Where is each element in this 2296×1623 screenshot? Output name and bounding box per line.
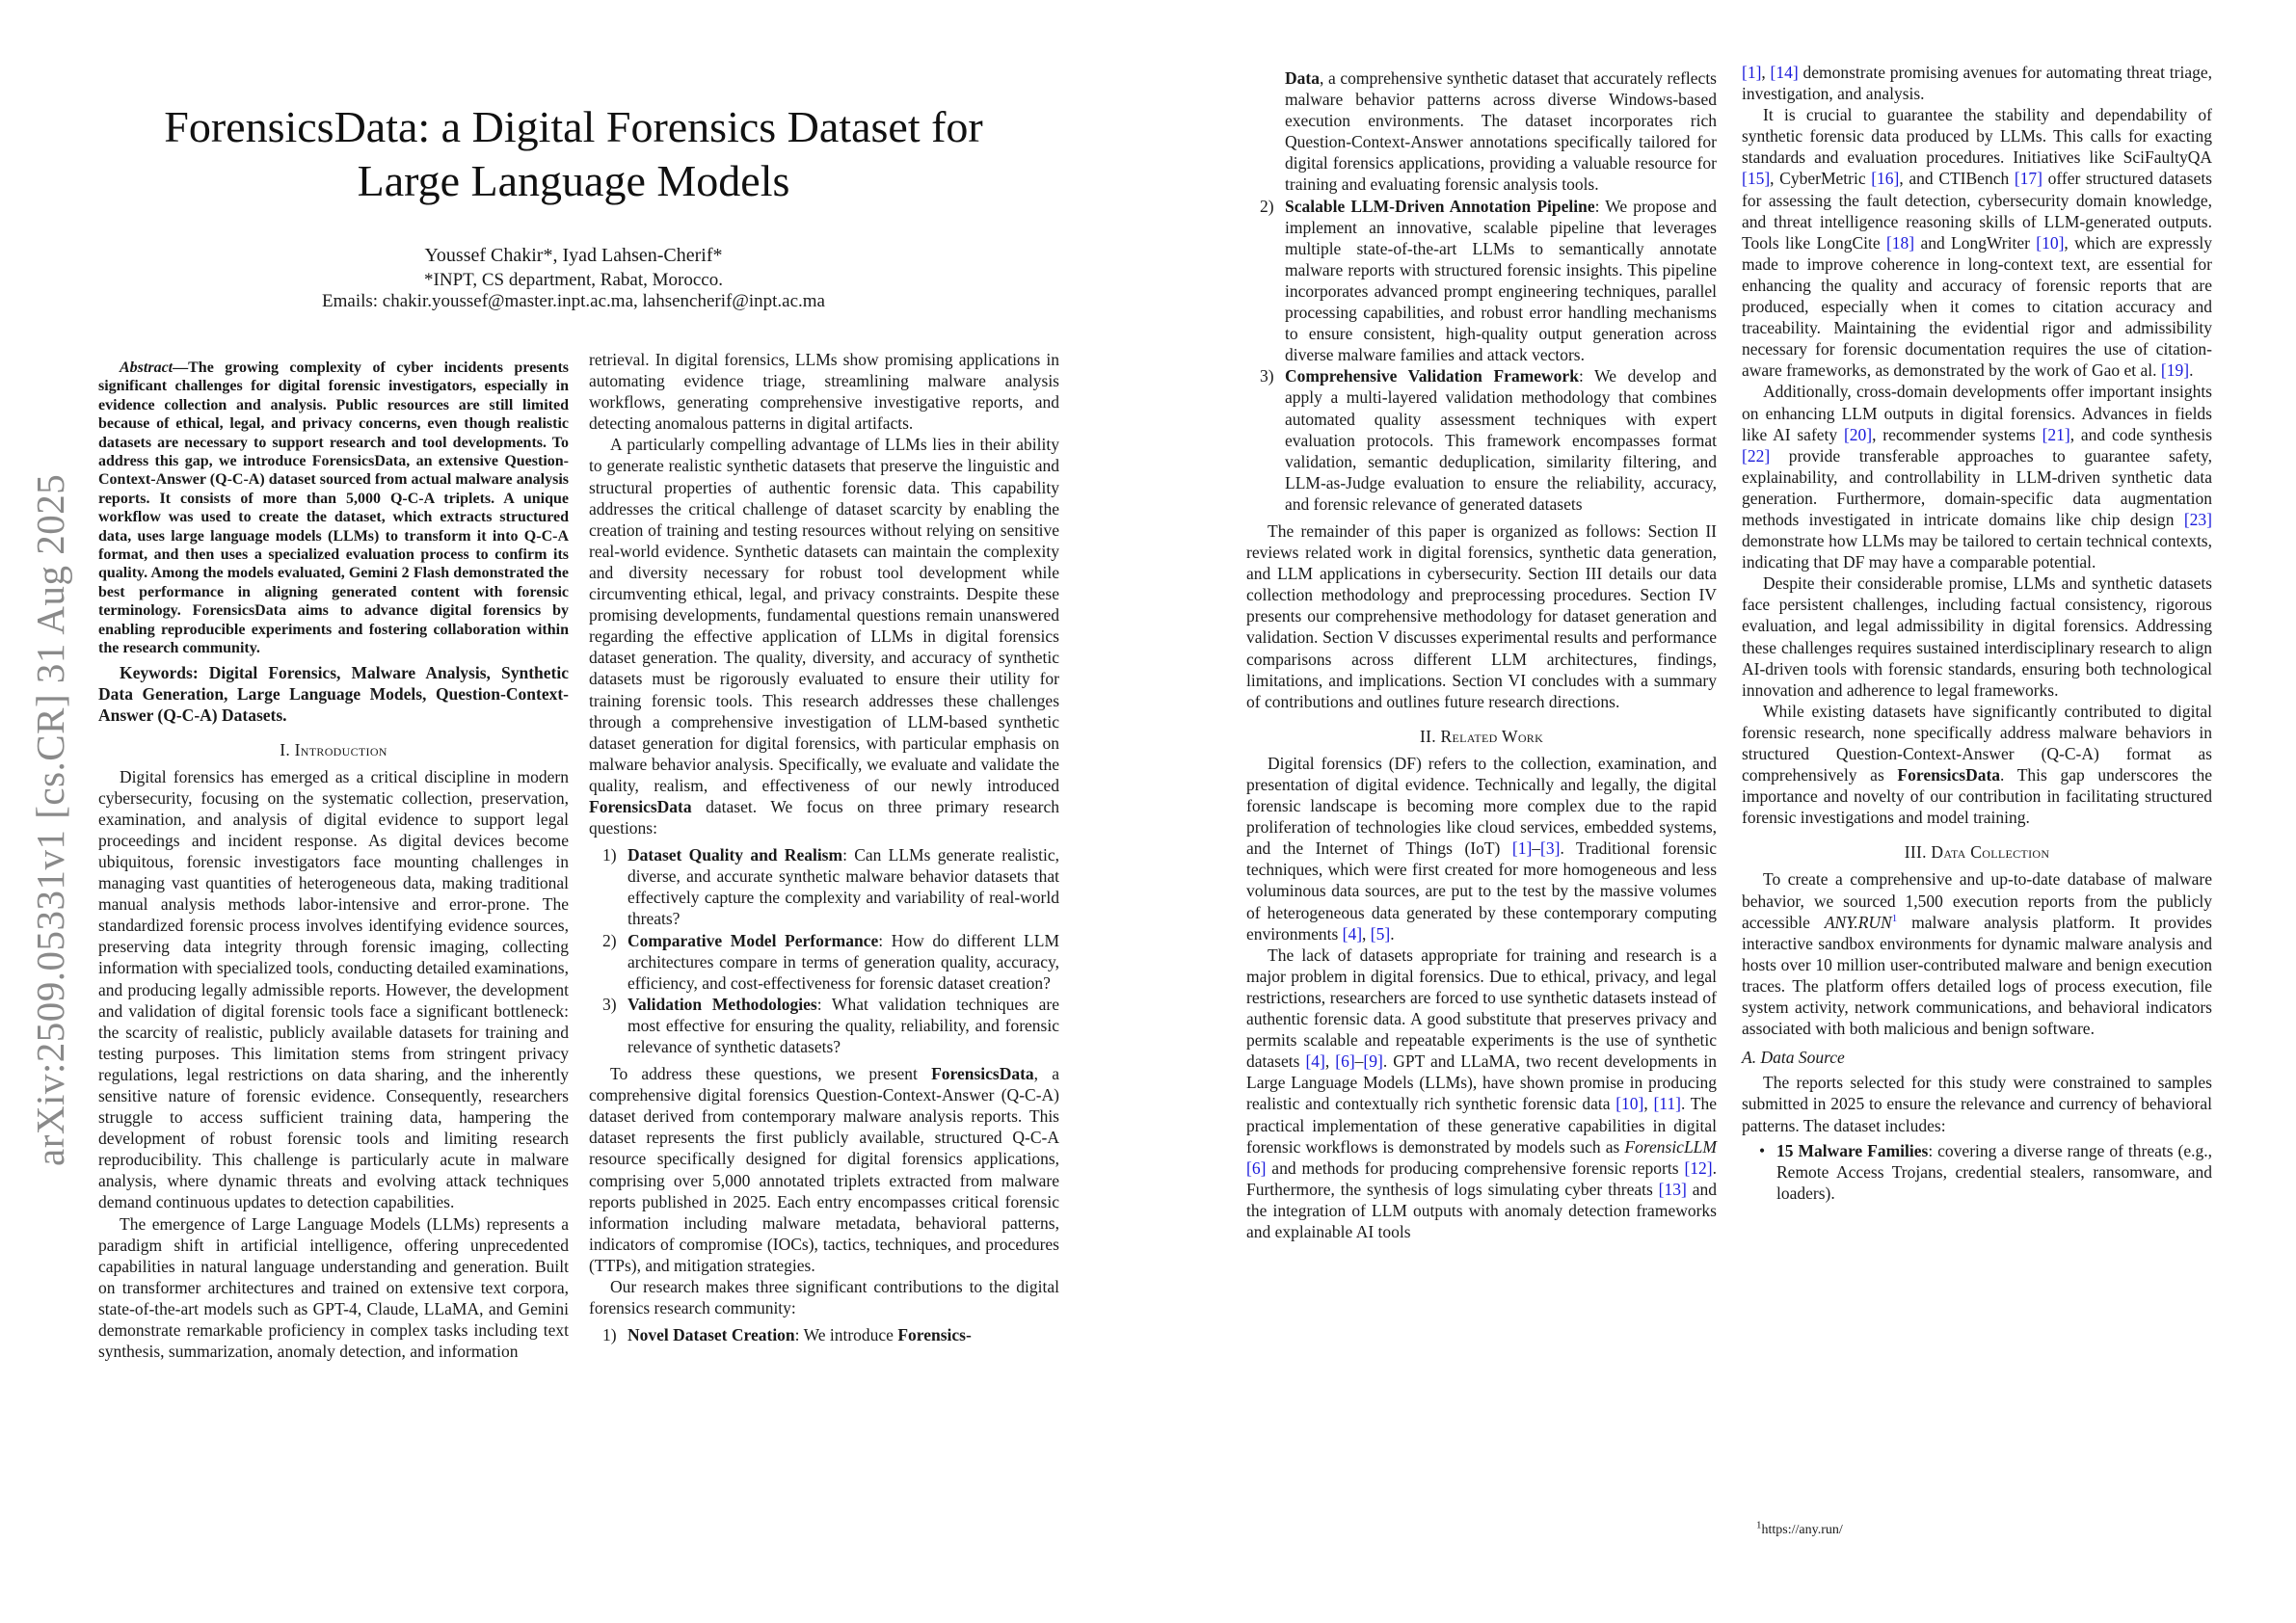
related-paragraph-4: Additionally, cross-domain developments offer important insights on enhancing LLM outputs in digital forensics. Advances in fields like AI safety [20], recommender systems [21], and code synthesis [22] provide transferable approaches to guarantee safety, explainability, and controllability in LLM-driven synthetic data generation. Furthermore, domain-specific data augmentation methods investigated in intricate domains like chip design [23] demonstrate how LLMs may be tailored to certain technical contexts, indicating that DF may have a comparable potential. (1742, 382, 2213, 572)
list-item: • 15 Malware Families: covering a diverse range of threats (e.g., Remote Access Trojans, credential stealers, ransomware, and loaders). (1759, 1140, 2212, 1203)
citation-link[interactable]: [1] (1742, 63, 1762, 82)
list-item: Data, a comprehensive synthetic dataset that accurately reflects malware behavior patterns across diverse Windows-based execution environments. The dataset incorporates rich Question-Context-Answer annotations specifically tailored for digital forensics applications, providing a valuable resource for training and evaluating forensic analysis tools. (1285, 68, 1717, 195)
related-paragraph-5: Despite their considerable promise, LLMs and synthetic datasets face persistent challenges, including factual consistency, rigorous evaluation, and legal admissibility in digital forensics. Addressing these challenges requires sustained interdisciplinary research to align AI-driven tools with forensic standards, ensuring both technological innovation and adherence to legal frameworks. (1742, 573, 2212, 700)
intro-paragraph-3: A particularly compelling advantage of LLMs lies in their ability to generate realistic synthetic datasets that preserve the linguistic and structural properties of authentic forensic data. This capability addresses the critical challenge of dataset scarcity by enabling the creation of training and testing resources without relying on sensitive real-world evidence. Synthetic datasets can maintain the complexity and diversity necessary for robust tool development while circumventing ethical, legal, and privacy constraints. Despite these promising developments, fundamental questions remain unanswered regarding the effective application of LLMs in digital forensics dataset generation. The quality, diversity, and accuracy of synthetic datasets must be rigorously evaluated to ensure their utility for training forensic tools. This research addresses these challenges through a comprehensive investigation of LLM-based synthetic dataset generation for digital forensics, with particular emphasis on malware behavior analysis. Specifically, we evaluate and validate the quality, realism, and effectiveness of our newly introduced ForensicsData dataset. We focus on three primary research questions: (589, 435, 1059, 838)
citation-link[interactable]: [4] (1305, 1051, 1325, 1072)
citation-link[interactable]: [5] (1370, 923, 1391, 944)
citation-link[interactable]: [11] (1653, 1094, 1681, 1114)
intro-paragraph-4: To address these questions, we present ForensicsData, a comprehensive digital forensics Question-Context-Answer (Q-C-A) dataset derived from contemporary malware analysis reports. This dataset represents the first publicly available, structured Q-C-A resource specifically designed for digital forensics applications, comprising over 5,000 annotated triplets extracted from malware reports published in 2025. Each entry encompasses critical forensic information including malware metadata, behavioral patterns, indicators of compromise (IOCs), tactics, techniques, and procedures (TTPs), and mitigation strategies. (589, 1064, 1059, 1275)
related-paragraph-6: While existing datasets have significantly contributed to digital forensic research, none specifically address malware behaviors in structured Question-Context-Answer (Q-C-A) format as comprehensively as ForensicsData. This gap underscores the importance and novelty of our contribution in facilitating structured forensic investigations and model training. (1742, 701, 2212, 828)
intro-paragraph-5: Our research makes three significant contributions to the digital forensics research community: (589, 1277, 1059, 1318)
citation-link[interactable]: [15] (1742, 169, 1771, 189)
abstract (98, 359, 569, 658)
citation-link[interactable]: [19] (2160, 360, 2190, 381)
list-item: 1) Dataset Quality and Realism: Can LLMs generate realistic, diverse, and accurate synthetic malware behavior datasets that effectively capture the complexity and variability of real-world threats? (602, 845, 1060, 929)
abstract-text: —The growing complexity of cyber incidents presents significant challenges for digital forensic investigators, especially in evidence collection and analysis. Public resources are still limited because of ethical, legal, and privacy concerns, even though realistic datasets are necessary to support research and tool developments. To address this gap, we introduce ForensicsData, an extensive Question-Context-Answer (Q-C-A) dataset sourced from actual malware analysis reports. It consists of more than 5,000 Q-C-A triplets. A unique workflow was used to create the dataset, which extracts structured data, uses large language models (LLMs) to transform it into Q-C-A format, and then uses a specialized evaluation process to confirm its quality. Among the models evaluated, Gemini 2 Flash demonstrated the best performance in aligning generated content with forensic terminology. ForensicsData aims to advance digital forensics by enabling reproducible experiments and fostering collaboration within the research community. (98, 359, 569, 657)
citation-link[interactable]: [22] (1742, 445, 1771, 466)
citation-link[interactable]: [1] (1511, 838, 1533, 859)
intro-paragraph-2-continued: retrieval. In digital forensics, LLMs show promising applications in automating evidence triage, streamlining malware analysis workflows, generating comprehensive investigative reports, and detecting anomalous patterns in digital artifacts. (589, 350, 1059, 434)
paper-title (96, 100, 1051, 208)
column-3 (1246, 62, 1717, 1242)
footnote-marker[interactable]: 1 (1891, 912, 1898, 924)
related-paragraph-2-continued: [1], [14] demonstrate promising avenues for automating threat triage, investigation, and analysis. (1742, 63, 2212, 104)
footnote (1756, 1519, 1843, 1538)
section-heading-data-collection: III. Data Collection (1904, 842, 2050, 863)
citation-link[interactable]: [13] (1658, 1179, 1687, 1199)
data-source-paragraph: The reports selected for this study were constrained to samples submitted in 2025 to ensure the relevance and currency of behavioral patterns. The dataset includes: (1742, 1073, 2212, 1135)
data-collection-paragraph-1: To create a comprehensive and up-to-date database of malware behavior, we sourced 1,500 execution reports from the publicly accessible ANY.RUN$^1$ malware analysis platform. It provides interactive sandbox environments for dynamic malware analysis and hosts over 10 million user-contributed malware and benign execution traces. The platform offers detailed logs of process execution, file system activity, network communications, and behavioral indicators associated with both malicious and benign software. (1742, 869, 2212, 1039)
contributions-list-start (589, 1324, 1059, 1345)
footnote-number: 1 (1756, 1519, 1762, 1531)
citation-link[interactable]: [4] (1342, 923, 1363, 944)
bullet-icon: • (1759, 1140, 1766, 1160)
section-heading-related-work: II. Related Work (1419, 726, 1544, 746)
footnote-url[interactable]: https://any.run/ (1761, 1523, 1843, 1537)
keywords: Keywords: Digital Forensics, Malware Analysis, Synthetic Data Generation, Large Language Models, Question-Context-Answer (Q-C-A) Datasets. (98, 662, 569, 725)
intro-paragraph-6: The remainder of this paper is organized as follows: Section II reviews related work in digital forensics, synthetic data generation, and LLM applications in cybersecurity. Section III details our data collection methodology and preprocessing procedures. Section IV presents our comprehensive methodology for dataset generation and validation. Section V discusses experimental results and performance comparisons across different LLM architectures, findings, limitations, and implications. Section VI concludes with a summary of contributions and outlines future research directions. (1246, 520, 1717, 711)
citation-link[interactable]: [23] (2183, 509, 2212, 529)
column-4 (1742, 62, 2212, 1208)
citation-link[interactable]: [9] (1363, 1051, 1383, 1072)
section-heading-introduction: I. Introduction (280, 739, 387, 759)
related-paragraph-1: Digital forensics (DF) refers to the collection, examination, and presentation of digital evidence. Technically and legally, the digital forensic landscape is becoming more complex due to the rapid proliferation of technologies like cloud services, embedded systems, and the Internet of Things (IoT) [1]–[3]. Traditional forensic techniques, which were first created for more homogeneous and less voluminous data sources, are put to the test by the massive volumes of heterogeneous data generated by these contemporary computing environments [4], [5]. (1246, 753, 1717, 944)
citation-link[interactable]: [20] (1843, 424, 1873, 444)
title-line-2: Large Language Models (357, 156, 790, 205)
list-item: 3) Comprehensive Validation Framework: We develop and apply a multi-layered validation methodology that combines automated quality assessment techniques with expert evaluation protocols. This framework encompasses format validation, semantic deduplication, similarity filtering, and LLM-as-Judge evaluation to ensure the reliability, accuracy, and forensic relevance of generated datasets (1260, 366, 1717, 514)
citation-link[interactable]: [3] (1540, 838, 1561, 859)
related-paragraph-3: It is crucial to guarantee the stability and dependability of synthetic forensic data produced by LLMs. This calls for exacting standards and evaluation procedures. Initiatives like SciFaultyQA [15], CyberMetric [16], and CTIBench [17] offer structured datasets for assessing the fault detection, cybersecurity domain knowledge, and threat intelligence reasoning skills of LLM-generated outputs. Tools like LongCite [18] and LongWriter [10], which are expressly made to improve coherence in long-context text, are essential for enhancing the quality and accuracy of forensic reports that are produced, especially when it comes to citation accuracy and traceability. Maintaining the evidential rigor and admissibility necessary for forensic documentation requires the use of citation-aware frameworks, as demonstrated by the work of Gao et al. [19]. (1742, 105, 2212, 381)
dataset-name: ForensicsData (589, 796, 692, 816)
affiliation: *INPT, CS department, Rabat, Morocco. (424, 270, 723, 290)
intro-paragraph-2: The emergence of Large Language Models (LLMs) represents a paradigm shift in artificial intelligence, offering unprecedented capabilities in natural language understanding and generation. Built on transformer architectures and trained on extensive text corpora, state-of-the-art models such as GPT-4, Claude, LLaMA, and Gemini demonstrate remarkable proficiency in complex tasks including text synthesis, summarization, anomaly detection, and information (98, 1213, 569, 1362)
citation-link[interactable]: [18] (1885, 232, 1915, 253)
column-2 (589, 349, 1059, 1351)
subsection-heading-data-source: A. Data Source (1742, 1048, 1845, 1068)
author-names: Youssef Chakir*, Iyad Lahsen-Cherif* (424, 245, 723, 266)
citation-link[interactable]: [6] (1335, 1051, 1355, 1072)
contributions-list (1246, 67, 1717, 515)
dataset-includes-list (1742, 1140, 2212, 1204)
citation-link[interactable]: [21] (2042, 424, 2070, 444)
column-1 (98, 359, 569, 1362)
list-item: 2) Comparative Model Performance: How do different LLM architectures compare in terms of generation quality, accuracy, efficiency, and cost-effectiveness for forensic dataset creation? (602, 930, 1059, 993)
citation-link[interactable]: [17] (2014, 169, 2043, 189)
citation-link[interactable]: [10] (1615, 1094, 1644, 1114)
citation-link[interactable]: [16] (1871, 169, 1900, 189)
list-item: 2) Scalable LLM-Driven Annotation Pipeline: We propose and implement an innovative, scalable pipeline that leverages multiple state-of-the-art LLMs to semantically annotate malware reports with structured forensic insights. This pipeline incorporates advanced prompt engineering techniques, parallel processing capabilities, and robust error handling mechanisms to ensure consistent, high-quality output generation across diverse malware families and attack vectors. (1260, 196, 1717, 365)
list-item: 3) Validation Methodologies: What validation techniques are most effective for ensuring the quality, reliability, and forensic relevance of synthetic datasets? (602, 994, 1060, 1056)
abstract-label: Abstract (120, 359, 174, 376)
citation-link[interactable]: [10] (2036, 232, 2065, 253)
citation-link[interactable]: [14] (1770, 63, 1799, 82)
arxiv-identifier-stamp[interactable]: arXiv:2509.05331v1 [cs.CR] 31 Aug 2025 (28, 473, 72, 1166)
citation-link[interactable]: [6] (1246, 1157, 1267, 1178)
intro-paragraph-1: Digital forensics has emerged as a critical discipline in modern cybersecurity, focusing on the systematic collection, preservation, examination, and analysis of digital evidence to support legal proceedings and incident response. As digital devices become ubiquitous, forensic investigators face mounting challenges in managing vast quantities of heterogeneous data, making traditional manual analysis methods labor-intensive and error-prone. The standardized forensic process involves identifying evidence sources, preserving data integrity through forensic imaging, collecting information with specialized tools, conducting detailed examinations, and producing legally admissible reports. However, the development and validation of digital forensic tools face a significant bottleneck: the scarcity of realistic, publicly available datasets for training and testing purposes. This limitation stems from stringent privacy regulations, legal restrictions on data sharing, and the inherently sensitive nature of forensic evidence. Consequently, researchers struggle to access sufficient training data, hampering the development of robust forensic tools and limiting research reproducibility. This challenge is particularly acute in malware analysis, where dynamic threats and evolving attack techniques demand continuous updates to detection capabilities. (98, 766, 569, 1212)
title-line-1: ForensicsData: a Digital Forensics Dataset for (164, 102, 983, 151)
related-paragraph-2: The lack of datasets appropriate for training and research is a major problem in digital forensics. Due to ethical, privacy, and legal restrictions, researchers are forced to use synthetic datasets instead of authentic forensic data. A good substitute that preserves privacy and permits scalable and repeatable experiments is the use of synthetic datasets [4], [6]–[9]. GPT and LLaMA, two recent developments in Large Language Models (LLMs), have shown promise in producing realistic and contextually rich synthetic forensic data [10], [11]. The practical implementation of these generative capabilities in digital forensic workflows is demonstrated by models such as ForensicLLM [6] and methods for producing comprehensive forensic reports [12]. Furthermore, the synthesis of logs simulating cyber threats [13] and the integration of LLM outputs with anomaly detection frameworks and explainable AI tools (1246, 945, 1717, 1241)
author-emails[interactable]: Emails: chakir.youssef@master.inpt.ac.ma, lahsencherif@inpt.ac.ma (322, 291, 825, 311)
research-questions-list (589, 844, 1059, 1057)
author-block (96, 245, 1051, 312)
citation-link[interactable]: [12] (1684, 1157, 1713, 1178)
list-item: 1) Novel Dataset Creation: We introduce Forensics- (602, 1325, 972, 1345)
